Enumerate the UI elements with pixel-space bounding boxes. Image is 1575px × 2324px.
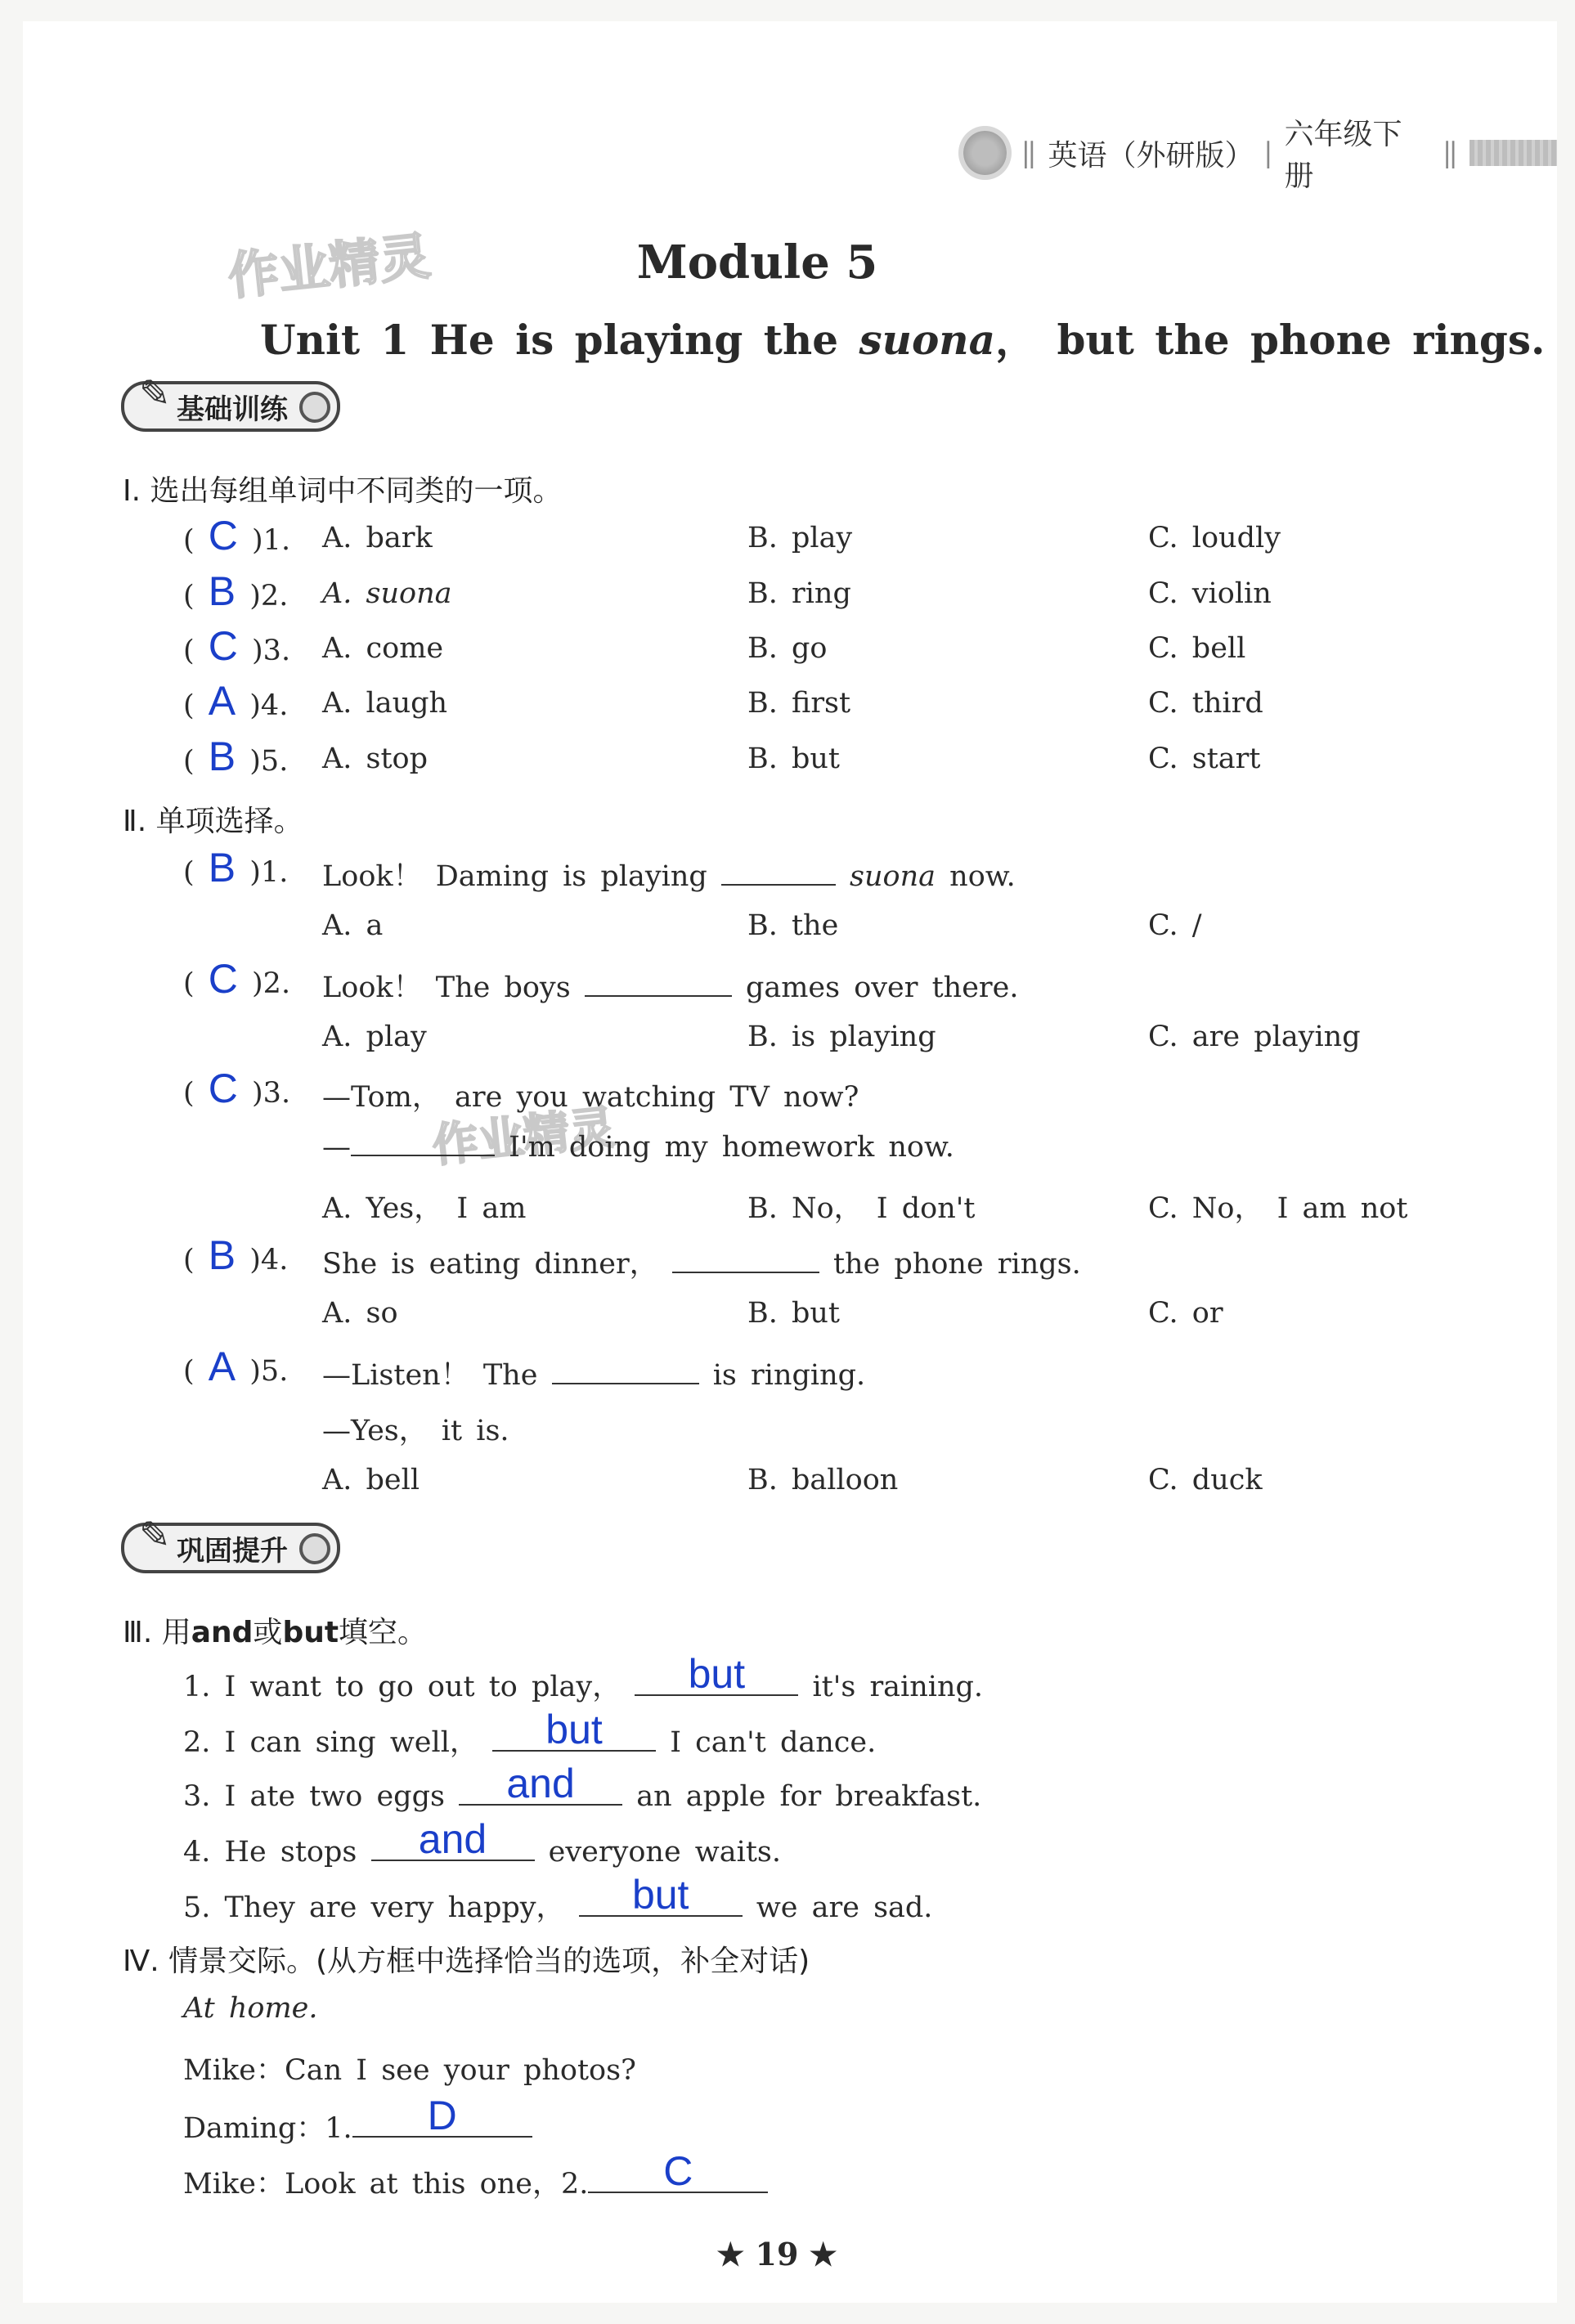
part1-heading: Ⅰ. 选出每组单词中不同类的一项。: [123, 474, 563, 508]
header-grade: 六年级下册: [1284, 118, 1402, 193]
unit-title: [260, 307, 1545, 366]
option-b: B. go: [747, 632, 828, 665]
answer: but: [545, 1707, 603, 1752]
answer-blank: [579, 1872, 743, 1918]
list-item: ( A )4.: [183, 678, 289, 724]
option-c: C. duck: [1148, 1464, 1263, 1496]
answer: A: [208, 1344, 236, 1389]
answer: B: [208, 734, 236, 779]
fill-text: 4. He stops: [183, 1836, 357, 1869]
option-b: B. but: [747, 1297, 840, 1330]
question-text-part: is ringing.: [712, 1359, 866, 1392]
option-a: A. bark: [322, 522, 433, 554]
divider: |: [1263, 137, 1270, 169]
option-a: A. play: [322, 1021, 427, 1053]
item-number: )2.: [249, 580, 289, 612]
ring-icon: [299, 392, 330, 423]
fill-text: 3. I ate two eggs: [183, 1780, 445, 1813]
dialogue-line: Mike：Can I see your photos?: [183, 2054, 636, 2087]
item-number: )4.: [249, 1244, 289, 1276]
item-number: )4.: [249, 689, 289, 722]
page-number: ★ 19 ★: [716, 2236, 837, 2272]
header-subject: 英语（外研版）: [1048, 138, 1254, 173]
item-number: )2.: [252, 967, 291, 1000]
pencil-icon: ✎: [139, 371, 171, 415]
option-b: B. balloon: [747, 1464, 899, 1496]
section-label-text: 巩固提升: [177, 1534, 288, 1568]
answer: C: [208, 956, 238, 1002]
answer: B: [208, 568, 236, 614]
question-text-part: Look！ The boys: [322, 971, 571, 1004]
option-c: C. or: [1148, 1297, 1223, 1330]
question-text-italic: suona: [850, 860, 936, 893]
fill-item: [183, 1761, 982, 1813]
item-number: )1.: [252, 524, 291, 557]
option-c: C. start: [1148, 743, 1261, 775]
answer: but: [631, 1872, 689, 1918]
question-text-part: I'm doing my homework now.: [509, 1131, 954, 1164]
part3-heading: [123, 1609, 427, 1651]
dialogue-line: [183, 2148, 768, 2202]
option-a: A. stop: [322, 743, 429, 775]
option-b: B. No， I don't: [747, 1192, 976, 1225]
unit-title-text: ， but the phone rings.: [995, 316, 1546, 364]
question-text-part: the phone rings.: [832, 1248, 1081, 1281]
ring-icon: [299, 1533, 330, 1564]
option-a: A. Yes， I am: [322, 1192, 527, 1225]
option-b: B. play: [747, 522, 853, 554]
list-item: ( C )3.: [183, 623, 291, 669]
question-text: [322, 1353, 865, 1393]
list-item: ( C )1.: [183, 513, 291, 559]
question-text: —Tom， are you watching TV now?: [322, 1081, 859, 1114]
answer-blank: [672, 1247, 819, 1273]
answer: C: [208, 513, 238, 559]
fill-item: [183, 1872, 933, 1926]
question-text: [322, 1130, 954, 1164]
option-c: C. bell: [1148, 632, 1246, 665]
question-2: ( C )2.: [183, 956, 291, 1002]
dialogue-setting: At home.: [183, 1992, 318, 2025]
fill-item: [183, 1816, 781, 1869]
fill-text: an apple for breakfast.: [636, 1780, 982, 1813]
answer: C: [208, 1066, 238, 1111]
divider: ||: [1442, 137, 1455, 169]
fill-text: 1. I want to go out to play，: [183, 1671, 621, 1703]
option-a: A. come: [322, 632, 444, 665]
item-number: )1.: [249, 856, 289, 889]
question-text: —Yes， it is.: [322, 1415, 509, 1447]
answer-blank: [635, 1651, 798, 1697]
option-a: A. suona: [322, 577, 452, 610]
header-bar: [1470, 140, 1557, 166]
sun-logo-icon: [963, 131, 1007, 175]
answer: B: [208, 845, 236, 891]
answer-blank: [351, 1130, 495, 1156]
option-c: C. /: [1148, 909, 1202, 942]
module-title: Module 5: [636, 236, 878, 289]
heading-text: 或: [253, 1616, 283, 1649]
answer: but: [688, 1651, 746, 1697]
question-text-part: —Listen！ The: [322, 1359, 538, 1392]
option-b: B. ring: [747, 577, 851, 610]
pencil-icon: ✎: [139, 1513, 171, 1557]
option-b: B. is playing: [747, 1021, 936, 1053]
watermark: 作业精灵: [429, 1101, 618, 1173]
section-label-consolidate: [121, 1513, 340, 1573]
question-text-part: now.: [949, 860, 1016, 893]
part4-heading: Ⅳ. 情景交际。(从方框中选择恰当的选项，补全对话): [123, 1945, 810, 1978]
answer-blank: [588, 2148, 768, 2194]
list-item: ( B )5.: [183, 734, 289, 779]
question-3: ( C )3.: [183, 1066, 291, 1111]
answer: D: [427, 2093, 457, 2138]
answer-blank: [585, 971, 732, 997]
fill-item: [183, 1707, 877, 1761]
option-a: A. a: [322, 909, 384, 942]
question-text: [322, 965, 1019, 1006]
section-label-text: 基础训练: [177, 393, 288, 426]
item-number: )5.: [249, 1355, 289, 1388]
option-b: B. the: [747, 909, 839, 942]
section-label-basic: [121, 371, 340, 432]
question-text-part: She is eating dinner，: [322, 1248, 658, 1281]
option-b: B. first: [747, 687, 851, 720]
question-text: [322, 854, 1016, 895]
answer: C: [663, 2148, 693, 2194]
answer-blank: [459, 1761, 622, 1806]
answer-blank: [492, 1707, 656, 1752]
heading-text: Ⅲ. 用: [123, 1616, 191, 1649]
answer: B: [208, 1232, 236, 1278]
option-c: C. are playing: [1148, 1021, 1361, 1053]
page-header: [963, 111, 1557, 195]
list-item: ( B )2.: [183, 568, 289, 614]
answer-blank: [352, 2093, 532, 2138]
heading-keyword: but: [282, 1616, 339, 1649]
option-a: A. laugh: [322, 687, 448, 720]
option-a: A. bell: [322, 1464, 420, 1496]
question-text-part: Look！ Daming is playing: [322, 860, 707, 893]
option-a: A. so: [322, 1297, 398, 1330]
answer: and: [506, 1761, 575, 1806]
dialogue-text: Mike：Look at this one，2.: [183, 2168, 589, 2201]
option-c: C. No， I am not: [1148, 1192, 1408, 1225]
watermark: 作业精灵: [225, 226, 433, 307]
dialogue-text: Daming：1.: [183, 2112, 352, 2145]
option-c: C. violin: [1148, 577, 1272, 610]
answer-blank: [371, 1816, 535, 1862]
answer-blank: [552, 1358, 699, 1384]
dialogue-line: [183, 2093, 532, 2147]
question-text-part: games over there.: [745, 971, 1019, 1004]
question-1: ( B )1.: [183, 845, 289, 891]
unit-title-italic: suona: [859, 316, 996, 364]
heading-keyword: and: [191, 1616, 254, 1649]
fill-text: it's raining.: [812, 1671, 984, 1703]
fill-text: everyone waits.: [548, 1836, 781, 1869]
option-c: C. third: [1148, 687, 1263, 720]
fill-item: [183, 1651, 984, 1705]
question-5: ( A )5.: [183, 1344, 289, 1389]
fill-text: 5. They are very happy，: [183, 1891, 565, 1924]
answer-blank: [721, 859, 836, 886]
question-text: [322, 1241, 1081, 1282]
fill-text: I can't dance.: [670, 1726, 877, 1759]
item-number: )3.: [252, 635, 291, 667]
item-number: )5.: [249, 745, 289, 778]
unit-title-text: Unit 1 He is playing the: [260, 316, 859, 364]
answer: C: [208, 623, 238, 669]
fill-text: we are sad.: [756, 1891, 933, 1924]
option-b: B. but: [747, 743, 840, 775]
part2-heading: Ⅱ. 单项选择。: [123, 805, 303, 838]
question-4: ( B )4.: [183, 1232, 289, 1278]
item-number: )3.: [252, 1077, 291, 1110]
answer: and: [418, 1816, 487, 1862]
option-c: C. loudly: [1148, 522, 1281, 554]
divider: ||: [1021, 137, 1034, 169]
answer: A: [208, 678, 236, 724]
heading-text: 填空。: [339, 1616, 428, 1649]
question-text-part: —: [322, 1131, 351, 1164]
fill-text: 2. I can sing well，: [183, 1726, 478, 1759]
worksheet-page: [23, 21, 1557, 2303]
